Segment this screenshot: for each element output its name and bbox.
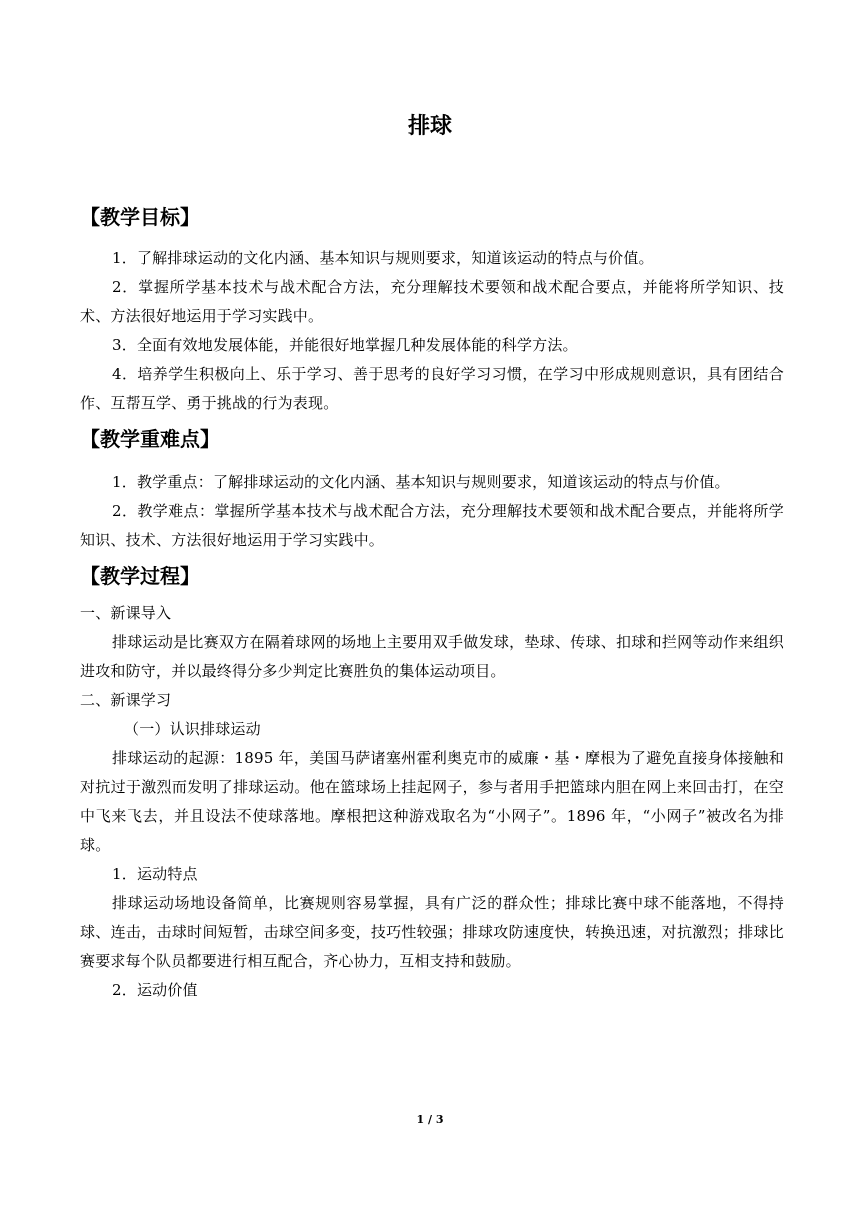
section-heading-process: 【教学过程】 xyxy=(80,564,200,588)
process-sub1-title: （一）认识排球运动 xyxy=(124,720,261,738)
section-key-points xyxy=(80,424,784,555)
process-part2-title: 二、新课学习 xyxy=(80,691,172,709)
document-body xyxy=(80,202,784,1005)
section-heading-key-points: 【教学重难点】 xyxy=(80,427,220,451)
process-point1-title: 1．运动特点 xyxy=(112,865,198,883)
key-point-item-1: 1．教学重点：了解排球运动的文化内涵、基本知识与规则要求，知道该运动的特点与价值。 xyxy=(112,473,730,491)
section-process xyxy=(80,561,784,1005)
section-objectives xyxy=(80,202,784,418)
process-part1-text: 排球运动是比赛双方在隔着球网的场地上主要用双手做发球，垫球、传球、扣球和拦网等动作来组织进攻和防守，并以最终得分多少判定比赛胜负的集体运动项目。 xyxy=(80,633,784,680)
objective-item-2: 2．掌握所学基本技术与战术配合方法，充分理解技术要领和战术配合要点，并能将所学知识、技术、方法很好地运用于学习实践中。 xyxy=(80,278,784,325)
section-heading-objectives: 【教学目标】 xyxy=(80,205,200,229)
page-number: 1 / 3 xyxy=(416,1113,444,1126)
process-origin-text: 排球运动的起源：1895 年，美国马萨诸塞州霍利奥克市的威廉・基・摩根为了避免直接身体接触和对抗过于激烈而发明了排球运动。他在篮球场上挂起网子，参与者用手把篮球内胆在网上来回击打，在空中飞来飞去，并且设法不使球落地。摩根把这种游戏取名为“小网子”。1896 年，“小网子”被改名为排球。 xyxy=(80,749,784,854)
document-title: 排球 xyxy=(407,114,452,139)
process-part1-title: 一、新课导入 xyxy=(80,604,172,622)
objective-item-3: 3．全面有效地发展体能，并能很好地掌握几种发展体能的科学方法。 xyxy=(112,336,578,354)
process-point1-text: 排球运动场地设备简单，比赛规则容易掌握，具有广泛的群众性；排球比赛中球不能落地，不得持球、连击，击球时间短暂，击球空间多变，技巧性较强；排球攻防速度快，转换迅速，对抗激烈；排球比赛要求每个队员都要进行相互配合，齐心协力，互相支持和鼓励。 xyxy=(80,894,784,970)
objective-item-1: 1．了解排球运动的文化内涵、基本知识与规则要求，知道该运动的特点与价值。 xyxy=(112,249,654,267)
process-point2-title: 2．运动价值 xyxy=(112,981,198,999)
objective-item-4: 4．培养学生积极向上、乐于学习、善于思考的良好学习习惯，在学习中形成规则意识，具有团结合作、互帮互学、勇于挑战的行为表现。 xyxy=(80,365,784,412)
key-point-item-2: 2．教学难点：掌握所学基本技术与战术配合方法，充分理解技术要领和战术配合要点，并能将所学知识、技术、方法很好地运用于学习实践中。 xyxy=(80,502,784,549)
